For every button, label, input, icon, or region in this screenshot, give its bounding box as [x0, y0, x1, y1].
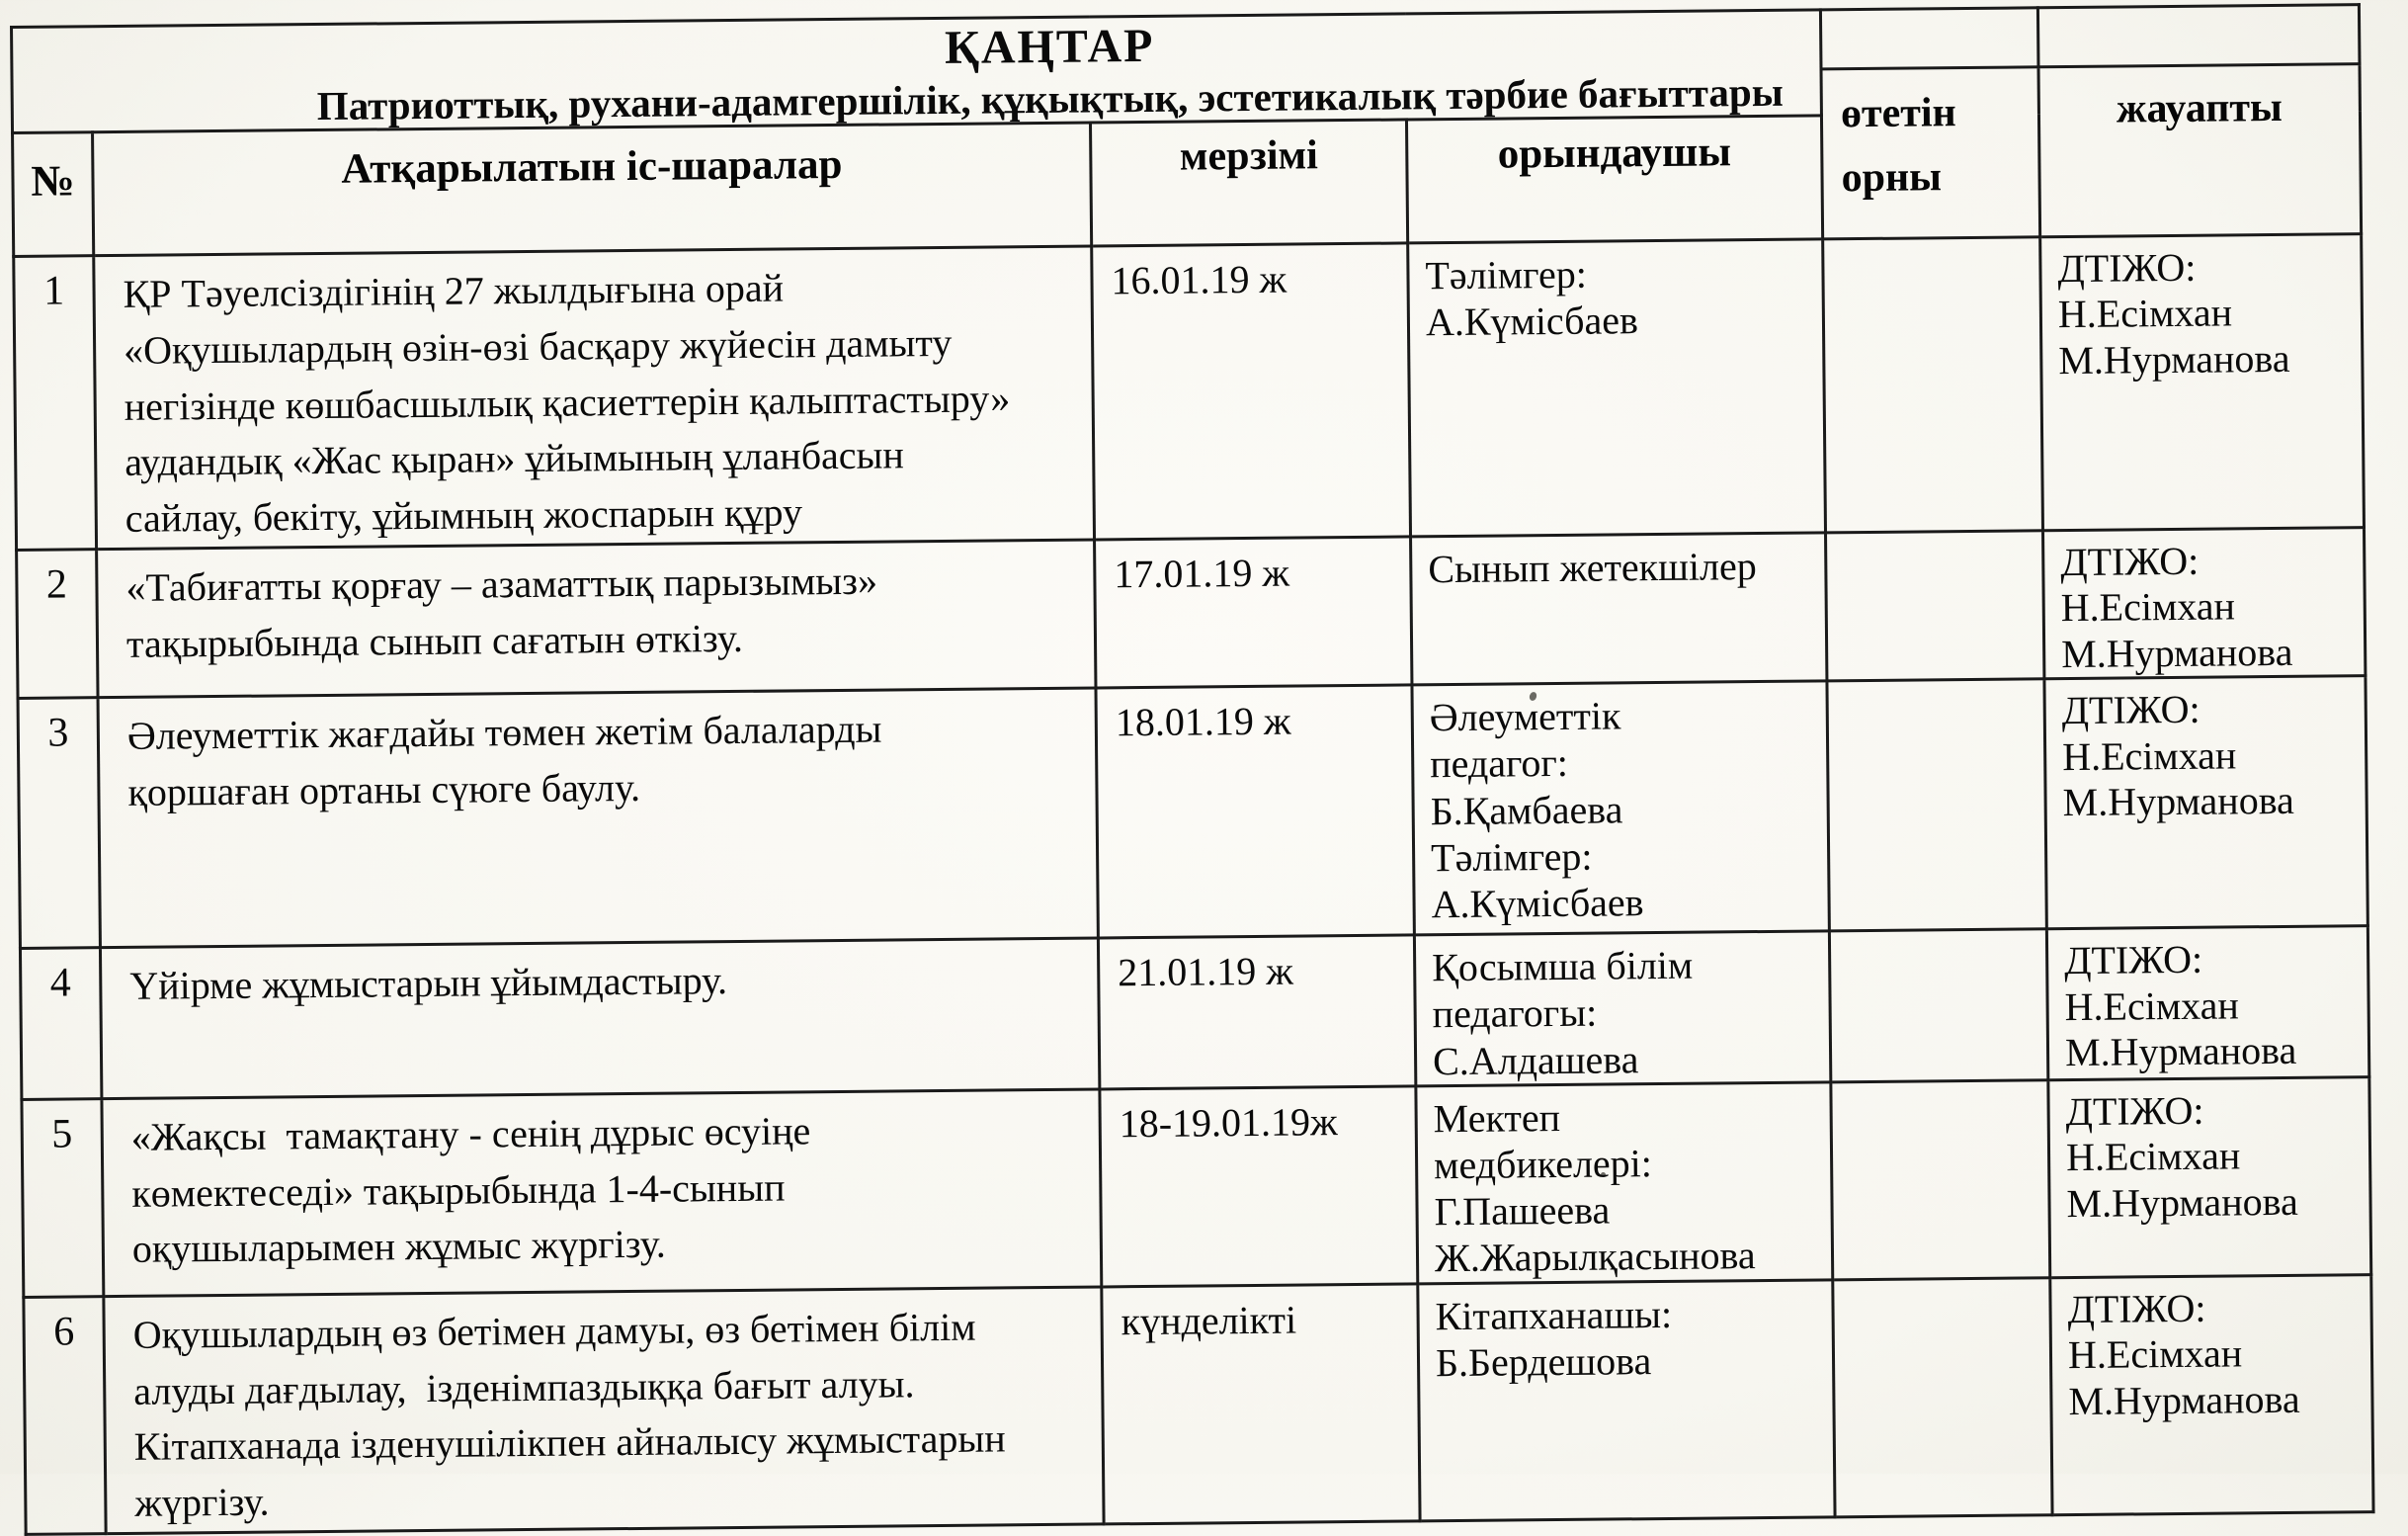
date-cell: 17.01.19 ж — [1095, 537, 1412, 688]
responsible-cell: ДТІЖО: Н.Есімхан М.Нурманова — [2043, 528, 2366, 679]
col-header-activity: Атқарылатын іс-шаралар — [93, 123, 1092, 256]
row-number: 5 — [22, 1098, 104, 1297]
executor-cell: Қосымша білім педагогы: С.Алдашева — [1414, 931, 1830, 1086]
month-title: ҚАҢТАР — [944, 19, 1155, 74]
table-row — [14, 234, 2365, 551]
executor-cell: Сынып жетекшілер — [1411, 533, 1827, 685]
col-header-venue: өтетін орны — [1821, 67, 2040, 239]
table-row — [18, 676, 2367, 949]
activity-cell: ҚР Тәуелсіздігінің 27 жылдығына орай «Оқушылардың өзін-өзі басқару жүйесін дамыту негізінде көшбасшылық қасиеттерін қалыптастыру» аудандық «Жас қыран» ұйымының ұланбасын сайлау, бекіту, ұйымның жоспарын құру — [94, 246, 1095, 550]
table-row — [24, 1274, 2373, 1534]
row-number: 2 — [17, 550, 98, 699]
col-header-responsible: жауапты — [2038, 64, 2362, 237]
executor-cell: Әлеуметтік педагог: Б.Қамбаева Тәлімгер: А.Күмісбаев — [1412, 681, 1829, 935]
date-cell: 21.01.19 ж — [1098, 935, 1415, 1089]
venue-cell — [1823, 237, 2043, 533]
executor-cell: Тәлімгер: А.Күмісбаев — [1408, 239, 1826, 537]
row-number: 4 — [20, 948, 101, 1099]
header-spacer-cell — [1820, 8, 2038, 69]
monthly-plan-table — [10, 3, 2374, 1536]
executor-cell: Кітапханашы: Б.Бердешова — [1418, 1280, 1835, 1521]
table-row — [22, 1076, 2371, 1297]
venue-cell — [1827, 679, 2046, 931]
header-spacer-cell — [2037, 5, 2360, 67]
date-cell: күнделікті — [1102, 1284, 1420, 1524]
col-header-date: мерзімі — [1090, 120, 1407, 246]
activity-cell: «Жақсы тамақтану - сенің дұрыс өсуіңе көмектеседі» тақырыбында 1-4-сынып оқушыларымен жұмыс жүргізу. — [102, 1089, 1102, 1297]
responsible-cell: ДТІЖО: Н.Есімхан М.Нурманова — [2050, 1274, 2373, 1514]
section-subtitle: Патриоттық, рухани-адамгершілік, құқықтық, эстетикалық тәрбие бағыттары — [316, 68, 1784, 129]
row-number: 1 — [14, 256, 97, 551]
date-cell: 18-19.01.19ж — [1100, 1086, 1418, 1287]
venue-cell — [1833, 1277, 2052, 1516]
venue-cell — [1831, 1079, 2050, 1279]
col-header-executor: орындаушы — [1406, 116, 1822, 243]
activity-cell: Оқушылардың өз бетімен дамуы, өз бетімен білім алуды дағдылау, ізденімпаздыққа бағыт алуы. Кітапханада ізденушілікпен айналысу жұмыстарын жүргізу. — [104, 1287, 1104, 1534]
responsible-cell: ДТІЖО: Н.Есімхан М.Нурманова — [2044, 676, 2367, 929]
executor-cell: Мектеп медбикелері: Г.Пашеева Ж.Жарылқасынова — [1416, 1082, 1833, 1284]
table-row — [20, 926, 2368, 1099]
row-number: 6 — [24, 1296, 106, 1534]
col-header-number: № — [13, 132, 94, 257]
responsible-cell: ДТІЖО: Н.Есімхан М.Нурманова — [2040, 234, 2365, 531]
date-cell: 16.01.19 ж — [1092, 243, 1411, 540]
venue-cell — [1826, 531, 2044, 681]
responsible-cell: ДТІЖО: Н.Есімхан М.Нурманова — [2046, 926, 2368, 1080]
table-row — [17, 528, 2366, 699]
activity-cell: Үйірме жұмыстарын ұйымдастыру. — [100, 938, 1099, 1098]
table-title-cell — [12, 10, 1822, 133]
responsible-cell: ДТІЖО: Н.Есімхан М.Нурманова — [2048, 1076, 2371, 1277]
activity-cell: Әлеуметтік жағдайы төмен жетім балаларды қоршаған ортаны сүюге баулу. — [98, 688, 1098, 948]
activity-cell: «Табиғатты қорғау – азаматтық парызымыз» тақырыбында сынып сағатын өткізу. — [97, 540, 1096, 698]
venue-cell — [1829, 929, 2047, 1082]
row-number: 3 — [18, 698, 100, 949]
date-cell: 18.01.19 ж — [1096, 685, 1414, 938]
